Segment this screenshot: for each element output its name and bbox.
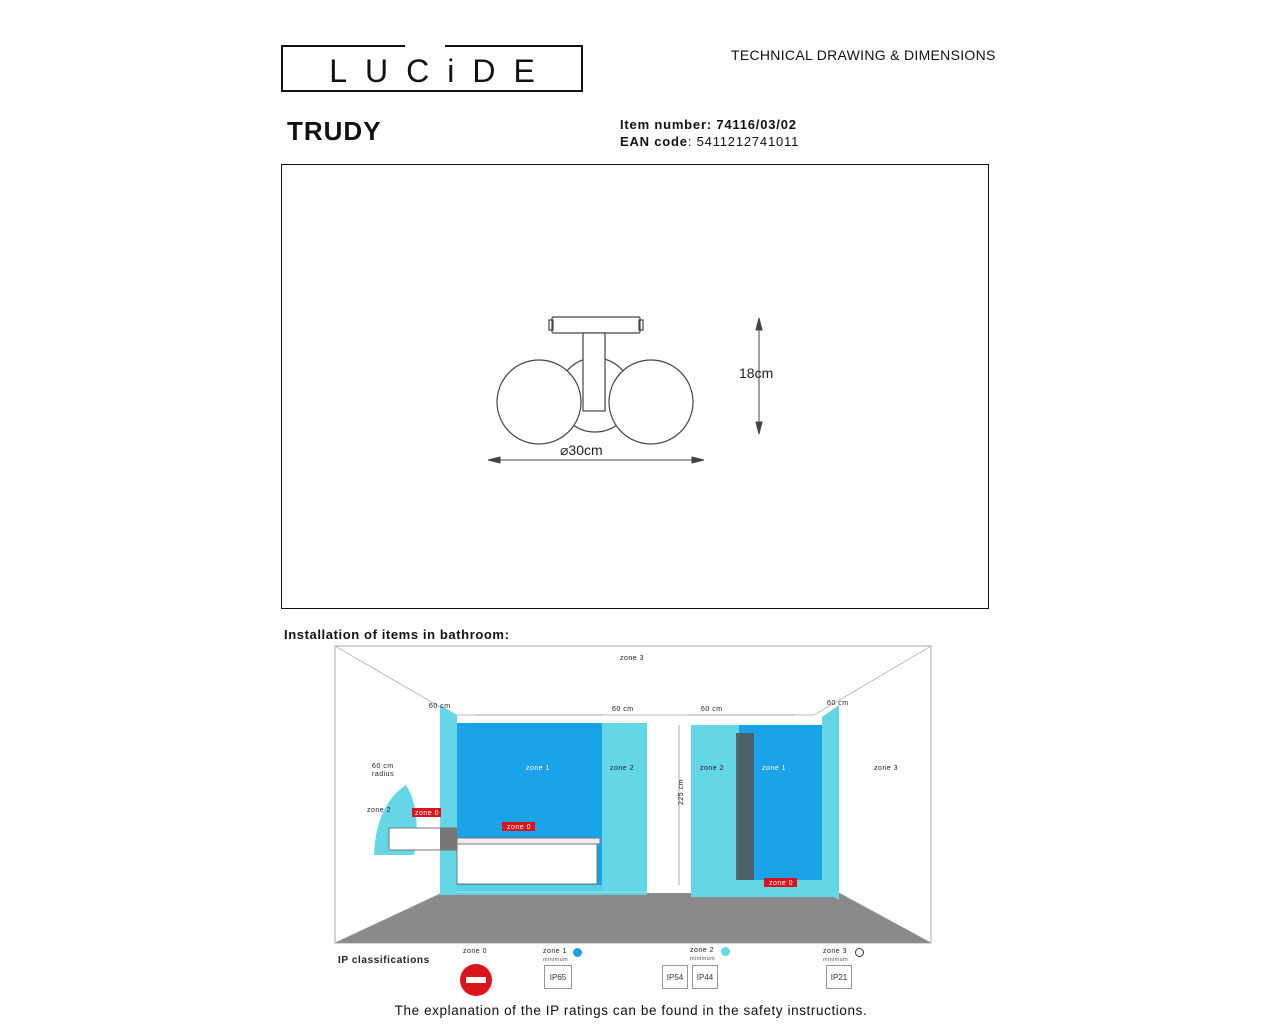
dim-60-left: 60 cm — [429, 703, 451, 710]
lamp-stem — [583, 333, 605, 411]
height-arrow-top — [756, 318, 762, 330]
width-arrow-right — [692, 457, 704, 463]
canopy-left-cap — [549, 320, 553, 330]
zone2-left-strip — [440, 705, 457, 895]
ip-zone0-label: zone 0 — [463, 948, 488, 955]
ip-zone3-label: zone 3 — [823, 948, 848, 955]
ean-line — [620, 134, 799, 149]
radius-60-label: 60 cm — [372, 763, 394, 770]
technical-drawing-frame — [281, 164, 989, 609]
zone2-sink-label: zone 2 — [367, 807, 392, 814]
brand-logo — [281, 45, 583, 92]
canopy-right-cap — [639, 320, 643, 330]
shower-glass — [736, 733, 754, 886]
zone2-shower-label: zone 2 — [700, 765, 725, 772]
zone3-top-label: zone 3 — [620, 655, 645, 662]
width-arrow-left — [488, 457, 500, 463]
logo-decoration — [405, 43, 445, 51]
zone2-bath — [602, 723, 647, 891]
item-number-label: Item number: — [620, 117, 712, 132]
installation-title: Installation of items in bathroom: — [284, 627, 510, 642]
left-globe — [497, 360, 581, 444]
zone3-right-label: zone 3 — [874, 765, 899, 772]
ip21-box: IP21 — [826, 965, 852, 989]
radius-word-label: radius — [372, 771, 395, 778]
ip-zone3-minimum: minimum — [823, 957, 849, 963]
logo-text: LUCiDE — [329, 53, 553, 89]
ean-value: : 5411212741011 — [687, 134, 800, 149]
height-225-label: 225 cm — [678, 779, 685, 805]
height-label: 18cm — [739, 365, 774, 381]
ip-classifications-title: IP classifications — [338, 955, 430, 966]
item-number-line — [620, 117, 797, 132]
dim-60-mid-left: 60 cm — [612, 706, 634, 713]
zone0-sink-label: zone 0 — [415, 810, 440, 817]
zone2-bath-label: zone 2 — [610, 765, 635, 772]
zone1-color-dot — [573, 948, 582, 957]
zone2-right-strip — [822, 705, 839, 900]
document-type: TECHNICAL DRAWING & DIMENSIONS — [731, 47, 996, 63]
ip65-box: IP65 — [544, 965, 572, 989]
sink-side — [440, 828, 457, 850]
lamp-drawing — [282, 165, 988, 608]
bathroom-zones-diagram — [334, 645, 932, 945]
dim-60-mid-right: 60 cm — [701, 706, 723, 713]
no-entry-icon — [460, 964, 492, 996]
zone0-shower-label: zone 0 — [769, 880, 794, 887]
zone0-bath-label: zone 0 — [507, 824, 532, 831]
lamp-canopy — [552, 317, 640, 333]
ip-zone2-label: zone 2 — [690, 947, 715, 954]
bathtub-rim — [454, 838, 600, 844]
product-name: TRUDY — [287, 116, 382, 146]
footer-note: The explanation of the IP ratings can be found in the safety instructions. — [394, 1003, 868, 1018]
ip-zone1-minimum: minimum — [543, 957, 569, 963]
ip54-box: IP54 — [662, 965, 688, 989]
zone2-color-dot — [721, 947, 730, 956]
zone2-shower — [691, 725, 739, 890]
ip-zone1-label: zone 1 — [543, 948, 568, 955]
bathtub — [457, 842, 597, 884]
right-globe — [609, 360, 693, 444]
zone1-bath-label: zone 1 — [526, 765, 551, 772]
zone1-shower-label: zone 1 — [762, 765, 787, 772]
ip-zone2-minimum: minimum — [690, 956, 716, 962]
diameter-label: ⌀30cm — [560, 442, 603, 458]
dim-60-right: 60 cm — [827, 700, 849, 707]
zone3-color-dot — [855, 948, 864, 957]
item-number-value: 74116/03/02 — [716, 117, 797, 132]
height-arrow-bottom — [756, 422, 762, 434]
ip44-box: IP44 — [692, 965, 718, 989]
ean-label: EAN code — [620, 134, 688, 149]
